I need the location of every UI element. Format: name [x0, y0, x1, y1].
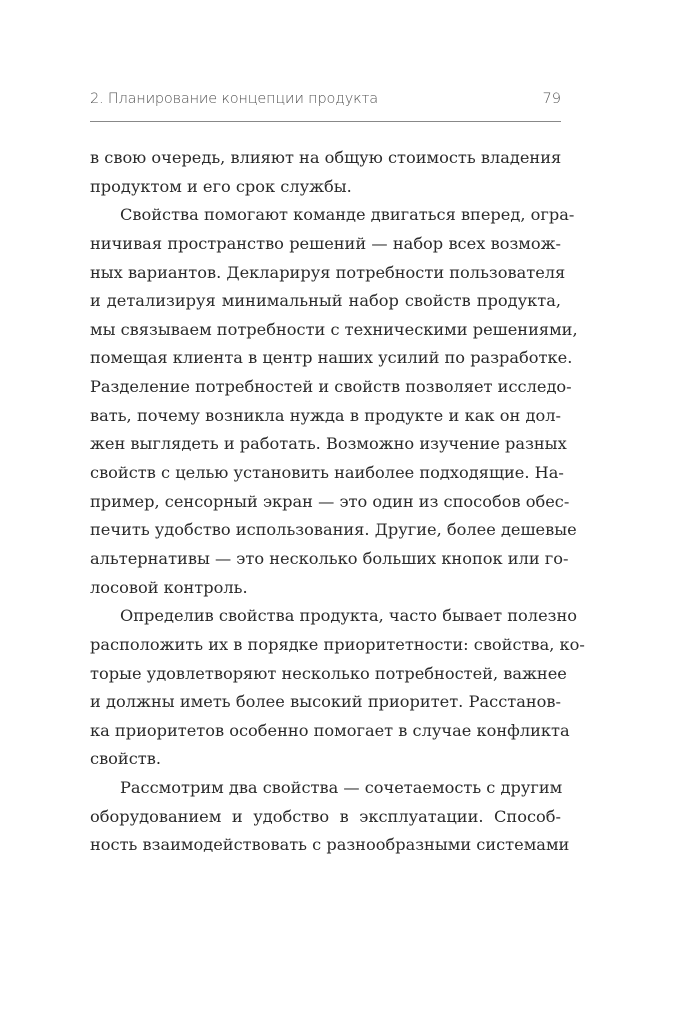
text-line: свойств с целью установить наиболее подходящие. На- — [90, 463, 564, 483]
text-line: расположить их в порядке приоритетности: свойства, ко- — [90, 634, 585, 654]
text-line: оборудованием и удобство в эксплуатации. Способ- — [90, 806, 561, 826]
text-line: Определив свойства продукта, часто бывает полезно — [120, 606, 578, 626]
text-line: печить удобство использования. Другие, более дешевые — [90, 520, 577, 540]
text-line: Рассмотрим два свойства — сочетаемость с другим — [120, 778, 563, 798]
text-line: вать, почему возникла нужда в продукте и как он дол- — [90, 405, 561, 425]
text-line: помещая клиента в центр наших усилий по разработке. — [90, 348, 573, 368]
text-line: жен выглядеть и работать. Возможно изучение разных — [90, 434, 567, 454]
text-line: Разделение потребностей и свойств позволяет исследо- — [90, 377, 572, 397]
text-line: и должны иметь более высокий приоритет. Расстанов- — [90, 692, 561, 712]
text-line: свойств. — [90, 749, 161, 769]
chapter-title: 2. Планирование концепции продукта — [90, 91, 378, 107]
text-line: и детализируя минимальный набор свойств продукта, — [90, 291, 561, 311]
text-line: в свою очередь, влияют на общую стоимость владения — [90, 148, 562, 167]
page-number: 79 — [542, 91, 561, 107]
text-line: пример, сенсорный экран — это один из способов обес- — [90, 491, 570, 511]
text-line: мы связываем потребности с техническими решениями, — [90, 319, 578, 339]
paragraph — [90, 144, 561, 201]
paragraph — [90, 774, 570, 860]
text-line: продуктом и его срок службы. — [90, 176, 352, 196]
running-header — [90, 91, 561, 115]
text-line: ность взаимодействовать с разнообразными системами — [90, 835, 570, 855]
text-line: ничивая пространство решений — набор всех возмож- — [90, 233, 561, 253]
text-line: альтернативы — это несколько больших кнопок или го- — [90, 548, 569, 568]
page-body — [90, 144, 585, 860]
text-line: лосовой контроль. — [90, 577, 248, 597]
text-line: ных вариантов. Декларируя потребности пользователя — [90, 262, 566, 282]
text-line: ка приоритетов особенно помогает в случае конфликта — [90, 720, 570, 740]
paragraph — [90, 201, 578, 602]
paragraph — [90, 602, 585, 774]
header-divider — [90, 121, 561, 122]
text-line: торые удовлетворяют несколько потребностей, важнее — [90, 663, 567, 683]
text-line: Свойства помогают команде двигаться вперед, огра- — [120, 205, 575, 225]
